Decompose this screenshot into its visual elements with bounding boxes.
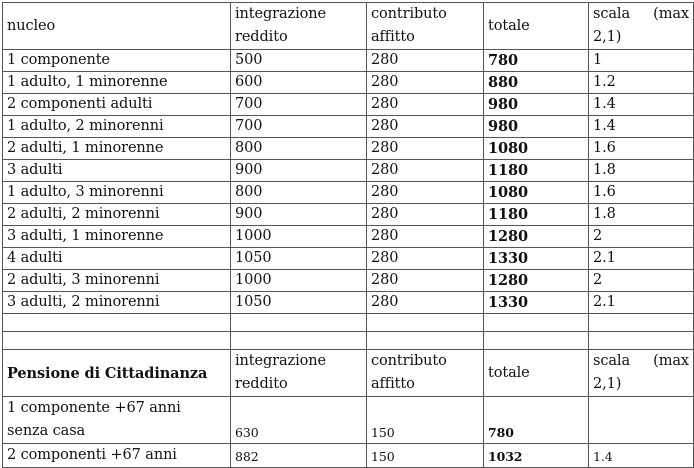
cell-contributo: 280 xyxy=(367,138,484,160)
cell-nucleo: 1 adulto, 1 minorenne xyxy=(3,72,231,94)
blank-cell xyxy=(367,314,484,332)
table-row xyxy=(3,160,694,182)
cell-scala: 1.8 xyxy=(589,160,694,182)
cell-integrazione: 1050 xyxy=(231,292,367,314)
cell-nucleo: 2 componenti +67 anni xyxy=(3,444,231,468)
table-row xyxy=(3,94,694,116)
cell-integrazione: 500 xyxy=(231,50,367,72)
cell-totale: 980 xyxy=(484,116,589,138)
cell-contributo: 280 xyxy=(367,248,484,270)
cell-integrazione: 900 xyxy=(231,160,367,182)
cell-scala: 1 xyxy=(589,50,694,72)
cell-contributo: 280 xyxy=(367,270,484,292)
cell-integrazione: 900 xyxy=(231,204,367,226)
cell-scala: 1.8 xyxy=(589,204,694,226)
cell-contributo: 280 xyxy=(367,50,484,72)
header-row xyxy=(3,3,694,50)
cell-scala: 1.6 xyxy=(589,182,694,204)
cell-integrazione: 600 xyxy=(231,72,367,94)
cell-contributo: 150 xyxy=(367,397,484,444)
cell-contributo: 280 xyxy=(367,72,484,94)
table-row xyxy=(3,270,694,292)
cell-scala: 1.4 xyxy=(589,444,694,468)
cell-integrazione: 1000 xyxy=(231,226,367,248)
cell-totale: 1330 xyxy=(484,292,589,314)
pensione-header-integrazione: integrazione reddito xyxy=(231,350,367,397)
cell-totale: 1330 xyxy=(484,248,589,270)
blank-row xyxy=(3,332,694,350)
header-integrazione: integrazione reddito xyxy=(231,3,367,50)
cell-integrazione: 800 xyxy=(231,182,367,204)
cell-nucleo: 2 adulti, 1 minorenne xyxy=(3,138,231,160)
cell-nucleo: 1 adulto, 3 minorenni xyxy=(3,182,231,204)
cell-nucleo: 2 adulti, 3 minorenni xyxy=(3,270,231,292)
cell-contributo: 280 xyxy=(367,116,484,138)
cell-scala: 1.4 xyxy=(589,116,694,138)
blank-cell xyxy=(3,314,231,332)
cell-totale: 1080 xyxy=(484,182,589,204)
cell-integrazione: 882 xyxy=(231,444,367,468)
table-row xyxy=(3,204,694,226)
cell-totale: 1080 xyxy=(484,138,589,160)
table-row xyxy=(3,138,694,160)
cell-integrazione: 700 xyxy=(231,116,367,138)
cell-scala: 2 xyxy=(589,270,694,292)
blank-cell xyxy=(231,332,367,350)
cell-nucleo: 1 adulto, 2 minorenni xyxy=(3,116,231,138)
cell-scala: 1.4 xyxy=(589,94,694,116)
pensione-header-totale: totale xyxy=(484,350,589,397)
table-row xyxy=(3,248,694,270)
pensione-header-row xyxy=(3,350,694,397)
cell-integrazione: 630 xyxy=(231,397,367,444)
cell-scala: 2.1 xyxy=(589,248,694,270)
cell-contributo: 280 xyxy=(367,226,484,248)
blank-cell xyxy=(589,332,694,350)
header-totale: totale xyxy=(484,3,589,50)
blank-cell xyxy=(231,314,367,332)
cell-contributo: 150 xyxy=(367,444,484,468)
table-row xyxy=(3,397,694,444)
cell-totale: 1180 xyxy=(484,160,589,182)
cell-totale: 1032 xyxy=(484,444,589,468)
cell-scala xyxy=(589,397,694,444)
cell-totale: 780 xyxy=(484,397,589,444)
cell-totale: 780 xyxy=(484,50,589,72)
cell-contributo: 280 xyxy=(367,94,484,116)
cell-nucleo: 4 adulti xyxy=(3,248,231,270)
cell-nucleo: 3 adulti, 2 minorenni xyxy=(3,292,231,314)
blank-row xyxy=(3,314,694,332)
table-row xyxy=(3,182,694,204)
cell-scala: 2.1 xyxy=(589,292,694,314)
table-row xyxy=(3,226,694,248)
blank-cell xyxy=(484,314,589,332)
cell-nucleo: 1 componente xyxy=(3,50,231,72)
cell-integrazione: 800 xyxy=(231,138,367,160)
blank-cell xyxy=(589,314,694,332)
blank-cell xyxy=(484,332,589,350)
blank-cell xyxy=(3,332,231,350)
cell-integrazione: 1000 xyxy=(231,270,367,292)
cell-scala: 1.6 xyxy=(589,138,694,160)
cell-nucleo: 2 adulti, 2 minorenni xyxy=(3,204,231,226)
pensione-header-scala: scala (max 2,1) xyxy=(589,350,694,397)
cell-nucleo: 3 adulti xyxy=(3,160,231,182)
cell-scala: 1.2 xyxy=(589,72,694,94)
cell-contributo: 280 xyxy=(367,160,484,182)
table-row xyxy=(3,444,694,468)
cell-totale: 980 xyxy=(484,94,589,116)
blank-cell xyxy=(367,332,484,350)
cell-totale: 880 xyxy=(484,72,589,94)
cell-totale: 1180 xyxy=(484,204,589,226)
table-row xyxy=(3,50,694,72)
cell-contributo: 280 xyxy=(367,204,484,226)
header-contributo: contributo affitto xyxy=(367,3,484,50)
cell-nucleo: 3 adulti, 1 minorenne xyxy=(3,226,231,248)
pensione-header-contributo: contributo affitto xyxy=(367,350,484,397)
pensione-title: Pensione di Cittadinanza xyxy=(3,350,231,397)
cell-totale: 1280 xyxy=(484,226,589,248)
cell-nucleo: 1 componente +67 anni senza casa xyxy=(3,397,231,444)
cell-contributo: 280 xyxy=(367,292,484,314)
cell-totale: 1280 xyxy=(484,270,589,292)
cell-scala: 2 xyxy=(589,226,694,248)
header-scala: scala (max 2,1) xyxy=(589,3,694,50)
cell-integrazione: 1050 xyxy=(231,248,367,270)
reddito-cittadinanza-table xyxy=(2,2,694,468)
table-row xyxy=(3,292,694,314)
table-row xyxy=(3,116,694,138)
header-nucleo: nucleo xyxy=(3,3,231,50)
cell-contributo: 280 xyxy=(367,182,484,204)
cell-nucleo: 2 componenti adulti xyxy=(3,94,231,116)
cell-integrazione: 700 xyxy=(231,94,367,116)
table-row xyxy=(3,72,694,94)
